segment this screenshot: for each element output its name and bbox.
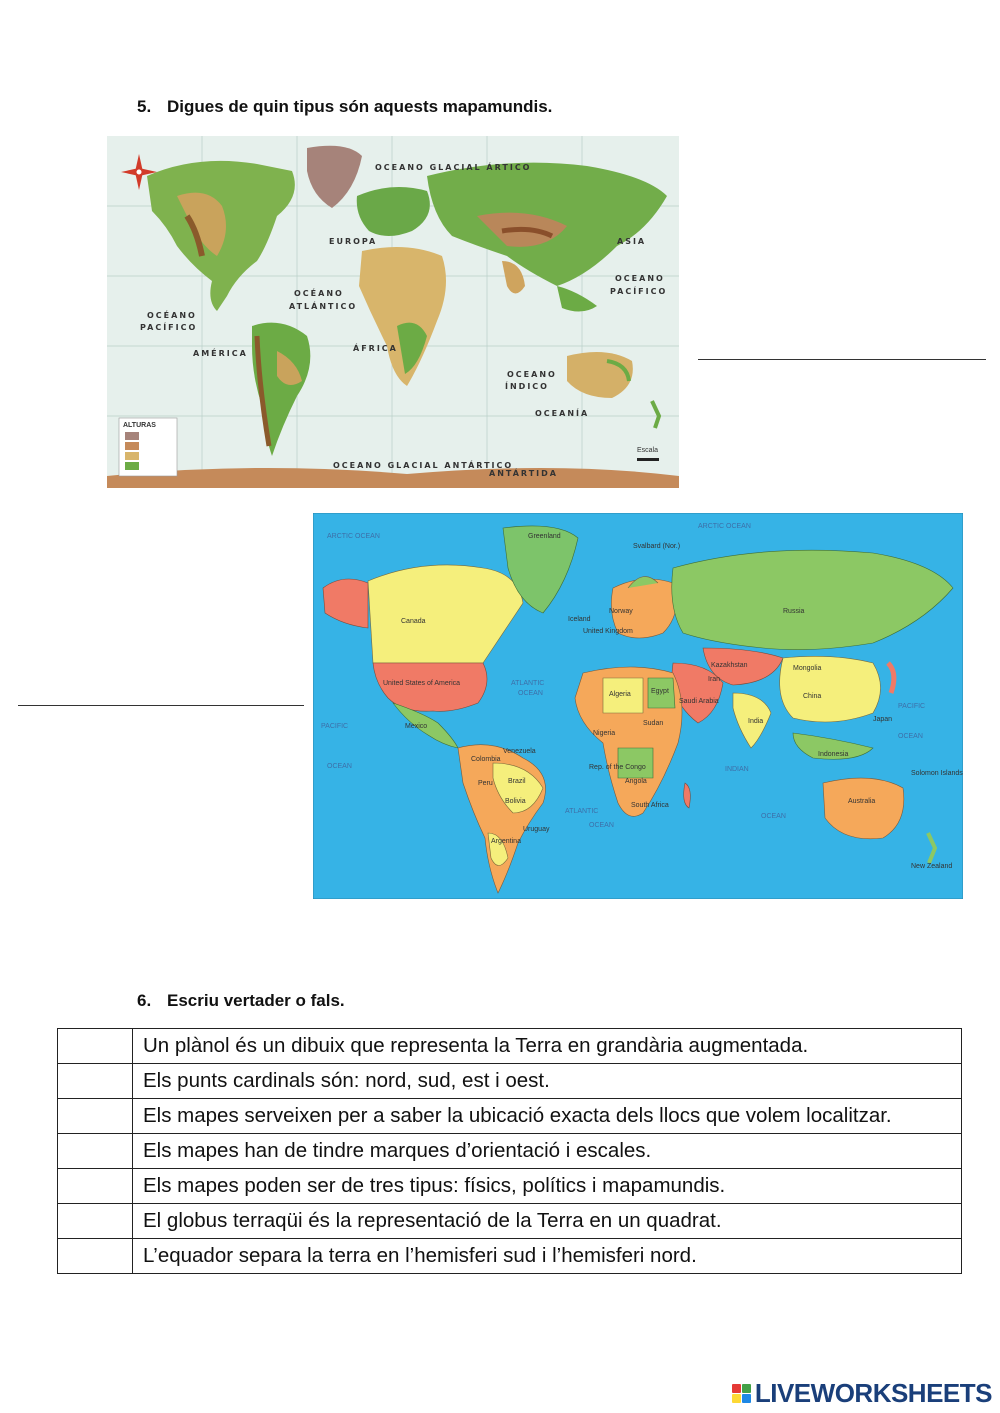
answer-line-physical-map[interactable] xyxy=(698,359,986,360)
label-iceland: Iceland xyxy=(568,616,591,623)
label-venezuela: Venezuela xyxy=(503,748,536,755)
label-arctic-ocean-east: ARCTIC OCEAN xyxy=(698,523,751,530)
label-south-africa: South Africa xyxy=(631,802,669,809)
label-algeria: Algeria xyxy=(609,691,631,698)
table-row xyxy=(58,1064,962,1099)
label-europa: EUROPA xyxy=(329,237,378,246)
label-egypt: Egypt xyxy=(651,688,669,695)
exercise-5-number: 5. xyxy=(137,97,152,116)
label-atlantic-south-1: ATLANTIC xyxy=(565,808,599,815)
logo-square-green xyxy=(742,1384,751,1393)
table-row xyxy=(58,1099,962,1134)
label-argentina: Argentina xyxy=(491,838,521,845)
label-norway: Norway xyxy=(609,608,633,615)
label-japan: Japan xyxy=(873,716,893,723)
label-solomon-islands: Solomon Islands xyxy=(911,770,963,777)
exercise-5-title xyxy=(137,97,552,117)
label-svalbard: Svalbard (Nor.) xyxy=(633,543,681,550)
statement-cell: Un plànol és un dibuix que representa la Terra en grandària augmentada. xyxy=(133,1029,962,1064)
table-row xyxy=(58,1029,962,1064)
label-nigeria: Nigeria xyxy=(593,730,616,737)
label-colombia: Colombia xyxy=(471,756,501,763)
label-atlantic-2: ATLÁNTICO xyxy=(289,302,358,311)
label-indian-1: INDIAN xyxy=(725,766,749,773)
answer-line-political-map[interactable] xyxy=(18,705,304,706)
logo-square-yellow xyxy=(732,1394,741,1403)
label-sudan: Sudan xyxy=(643,720,664,727)
label-atlantic-north-1: ATLANTIC xyxy=(511,680,545,687)
label-pacific-east-1: OCEANO xyxy=(615,274,665,283)
exercise-6-title xyxy=(137,991,345,1011)
label-kazakhstan: Kazakhstan xyxy=(711,662,748,669)
label-pacific-west-1: OCÉANO xyxy=(147,311,197,320)
statement-cell: El globus terraqüi és la representació de la Terra en un quadrat. xyxy=(133,1204,962,1239)
logo-text: LIVEWORKSHEETS xyxy=(754,1378,992,1408)
statement-cell: Els mapes han de tindre marques d’orientació i escales. xyxy=(133,1134,962,1169)
label-indonesia: Indonesia xyxy=(818,751,849,758)
answer-cell[interactable] xyxy=(58,1099,133,1134)
label-mongolia: Mongolia xyxy=(793,665,822,672)
label-pacific-east-1: PACIFIC xyxy=(898,703,926,710)
label-china: China xyxy=(803,693,822,700)
scale-label: Escala xyxy=(637,447,659,454)
physical-world-map xyxy=(107,136,679,488)
label-pacific-west-1: PACIFIC xyxy=(321,723,349,730)
label-atlantic-south-2: OCEAN xyxy=(589,822,614,829)
altitude-legend xyxy=(119,418,177,476)
label-peru: Peru xyxy=(478,780,493,787)
label-brazil: Brazil xyxy=(508,778,526,785)
label-dr-congo: Rep. of the Congo xyxy=(589,764,646,771)
answer-cell[interactable] xyxy=(58,1029,133,1064)
label-mexico: Mexico xyxy=(405,723,428,730)
table-row xyxy=(58,1134,962,1169)
label-arctic-ocean: OCEANO GLACIAL ÁRTICO xyxy=(375,163,532,172)
statement-cell: Els punts cardinals són: nord, sud, est i oest. xyxy=(133,1064,962,1099)
label-pacific-west-2: PACÍFICO xyxy=(140,323,198,332)
label-bolivia: Bolivia xyxy=(505,798,526,805)
statement-cell: Els mapes poden ser de tres tipus: físics, polítics i mapamundis. xyxy=(133,1169,962,1204)
answer-cell[interactable] xyxy=(58,1169,133,1204)
true-false-table xyxy=(57,1028,962,1274)
answer-cell[interactable] xyxy=(58,1204,133,1239)
label-indian-2: OCEAN xyxy=(761,813,786,820)
label-pacific-east-2: PACÍFICO xyxy=(610,287,668,296)
answer-cell[interactable] xyxy=(58,1064,133,1099)
table-row xyxy=(58,1169,962,1204)
exercise-6-text: Escriu vertader o fals. xyxy=(167,991,345,1010)
label-america: AMÉRICA xyxy=(193,349,248,358)
label-pacific-east-2: OCEAN xyxy=(898,733,923,740)
exercise-6-number: 6. xyxy=(137,991,152,1010)
label-indian-2: ÍNDICO xyxy=(505,382,549,391)
answer-cell[interactable] xyxy=(58,1239,133,1274)
statement-cell: L’equador separa la terra en l’hemisferi sud i l’hemisferi nord. xyxy=(133,1239,962,1274)
label-saudi-arabia: Saudi Arabia xyxy=(679,698,719,705)
exercise-5-text: Digues de quin tipus són aquests mapamundis. xyxy=(167,97,553,116)
label-usa: United States of America xyxy=(383,680,461,687)
answer-cell[interactable] xyxy=(58,1134,133,1169)
label-uk: United Kingdom xyxy=(583,628,633,635)
statement-cell: Els mapes serveixen per a saber la ubicació exacta dels llocs que volem localitzar. xyxy=(133,1099,962,1134)
logo-square-red xyxy=(732,1384,741,1393)
political-world-map xyxy=(313,513,963,899)
label-antarctic-ocean: OCEANO GLACIAL ANTÁRTICO xyxy=(333,461,514,470)
liveworksheets-logo-icon xyxy=(732,1384,751,1403)
label-africa: ÁFRICA xyxy=(353,344,398,353)
label-greenland: Greenland xyxy=(528,533,561,540)
label-russia: Russia xyxy=(783,608,805,615)
label-uruguay: Uruguay xyxy=(523,826,550,833)
label-oceania: OCEANÍA xyxy=(535,409,590,418)
label-antartida: ANTÁRTIDA xyxy=(489,469,558,478)
logo-square-blue xyxy=(742,1394,751,1403)
label-atlantic-north-2: OCEAN xyxy=(518,690,543,697)
liveworksheets-logo[interactable] xyxy=(732,1378,992,1409)
label-arctic-ocean-west: ARCTIC OCEAN xyxy=(327,533,380,540)
label-iran: Iran xyxy=(708,676,721,683)
label-angola: Angola xyxy=(625,778,647,785)
label-australia: Australia xyxy=(848,798,876,805)
label-atlantic-1: OCÉANO xyxy=(294,289,344,298)
label-india: India xyxy=(748,718,764,725)
label-pacific-west-2: OCEAN xyxy=(327,763,352,770)
legend-title: ALTURAS xyxy=(123,422,156,429)
label-indian-1: OCEANO xyxy=(507,370,557,379)
table-row xyxy=(58,1204,962,1239)
label-asia: ASIA xyxy=(617,237,647,246)
label-new-zealand: New Zealand xyxy=(911,863,953,870)
table-row xyxy=(58,1239,962,1274)
label-canada: Canada xyxy=(401,618,426,625)
